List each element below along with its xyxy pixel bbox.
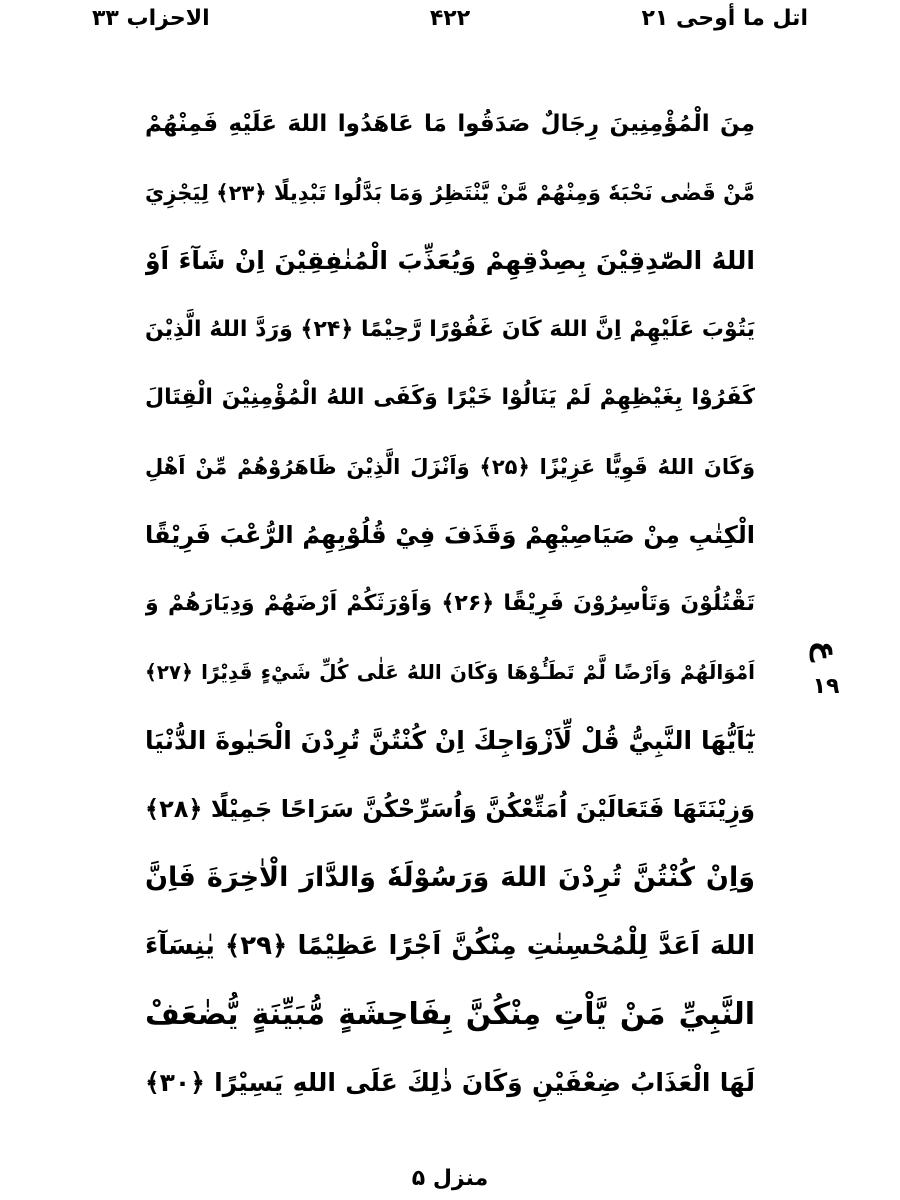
ruku-ain-mark: ع (809, 640, 844, 662)
ruku-number: ۱۹ (812, 674, 840, 699)
verse-line: كَفَرُوْا بِغَيْظِهِمْ لَمْ يَنَالُوْا خَيْرًا وَكَفَى اللهُ الْمُؤْمِنِيْنَ الْقِتَالَ (145, 385, 755, 410)
verse-line: يٰٓاَيُّهَا النَّبِيُّ قُلْ لِّاَزْوَاجِكَ اِنْ كُنْتُنَّ تُرِدْنَ الْحَيٰوةَ الدُّنْيَا (145, 725, 755, 755)
verse-line: مِنَ الْمُؤْمِنِينَ رِجَالٌ صَدَقُوا مَا عَاهَدُوا اللهَ عَلَيْهِ فَمِنْهُمْ (145, 111, 755, 137)
ruku-marker (806, 628, 846, 708)
verse-line: تَقْتُلُوْنَ وَتَاْسِرُوْنَ فَرِيْقًا ﴿۲۶﴾ وَاَوْرَثَكُمْ اَرْضَهُمْ وَدِيَارَهُمْ وَ (145, 590, 755, 616)
verse-line: لَهَا الْعَذَابُ ضِعْفَيْنِ وَكَانَ ذٰلِكَ عَلَى اللهِ يَسِيْرًا ﴿۳۰﴾ (145, 1068, 755, 1097)
para-title: اتل ما أوحی ۲۱ (641, 6, 808, 31)
verse-line: وَكَانَ اللهُ قَوِيًّا عَزِيْزًا ﴿۲۵﴾ وَاَنْزَلَ الَّذِيْنَ ظَاهَرُوْهُمْ مِّنْ اَهْلِ (145, 454, 755, 479)
page-header (0, 0, 900, 44)
verse-line: يَتُوْبَ عَلَيْهِمْ اِنَّ اللهَ كَانَ غَفُوْرًا رَّحِيْمًا ﴿۲۴﴾ وَرَدَّ اللهُ الَّذِيْنَ (145, 316, 755, 342)
verse-line: وَاِنْ كُنْتُنَّ تُرِدْنَ اللهَ وَرَسُوْلَهٗ وَالدَّارَ الْاٰخِرَةَ فَاِنَّ (145, 861, 755, 893)
verse-line: الْكِتٰبِ مِنْ صَيَاصِيْهِمْ وَقَذَفَ فِيْ قُلُوْبِهِمُ الرُّعْبَ فَرِيْقًا (145, 521, 755, 549)
page-number: ۴۲۲ (429, 6, 471, 31)
verse-line: اللهُ الصّٰدِقِيْنَ بِصِدْقِهِمْ وَيُعَذِّبَ الْمُنٰفِقِيْنَ اِنْ شَآءَ اَوْ (145, 246, 755, 275)
surah-title: الاحزاب ۳۳ (92, 6, 210, 31)
verse-line: اللهَ اَعَدَّ لِلْمُحْسِنٰتِ مِنْكُنَّ اَجْرًا عَظِيْمًا ﴿۲۹﴾ يٰنِسَآءَ (145, 931, 755, 961)
verse-text-block (145, 90, 755, 1118)
verse-line: اَمْوَالَهُمْ وَاَرْضًا لَّمْ تَطَـُٔوْهَا وَكَانَ اللهُ عَلٰى كُلِّ شَيْءٍ قَدِيْرًا ﴿۲۷﴾ (145, 660, 755, 684)
verse-line: مَّنْ قَضٰى نَحْبَهٗ وَمِنْهُمْ مَّنْ يَّنْتَظِرُ وَمَا بَدَّلُوا تَبْدِيلًا ﴿۲۳﴾ لِيَجْزِيَ (145, 180, 755, 205)
verse-line: وَزِيْنَتَهَا فَتَعَالَيْنَ اُمَتِّعْكُنَّ وَاُسَرِّحْكُنَّ سَرَاحًا جَمِيْلًا ﴿۲۸﴾ (145, 795, 755, 823)
verse-line: النَّبِيِّ مَنْ يَّاْتِ مِنْكُنَّ بِفَاحِشَةٍ مُّبَيِّنَةٍ يُّضٰعَفْ (145, 996, 755, 1032)
manzil-footer: منزل ۵ (411, 1166, 489, 1191)
